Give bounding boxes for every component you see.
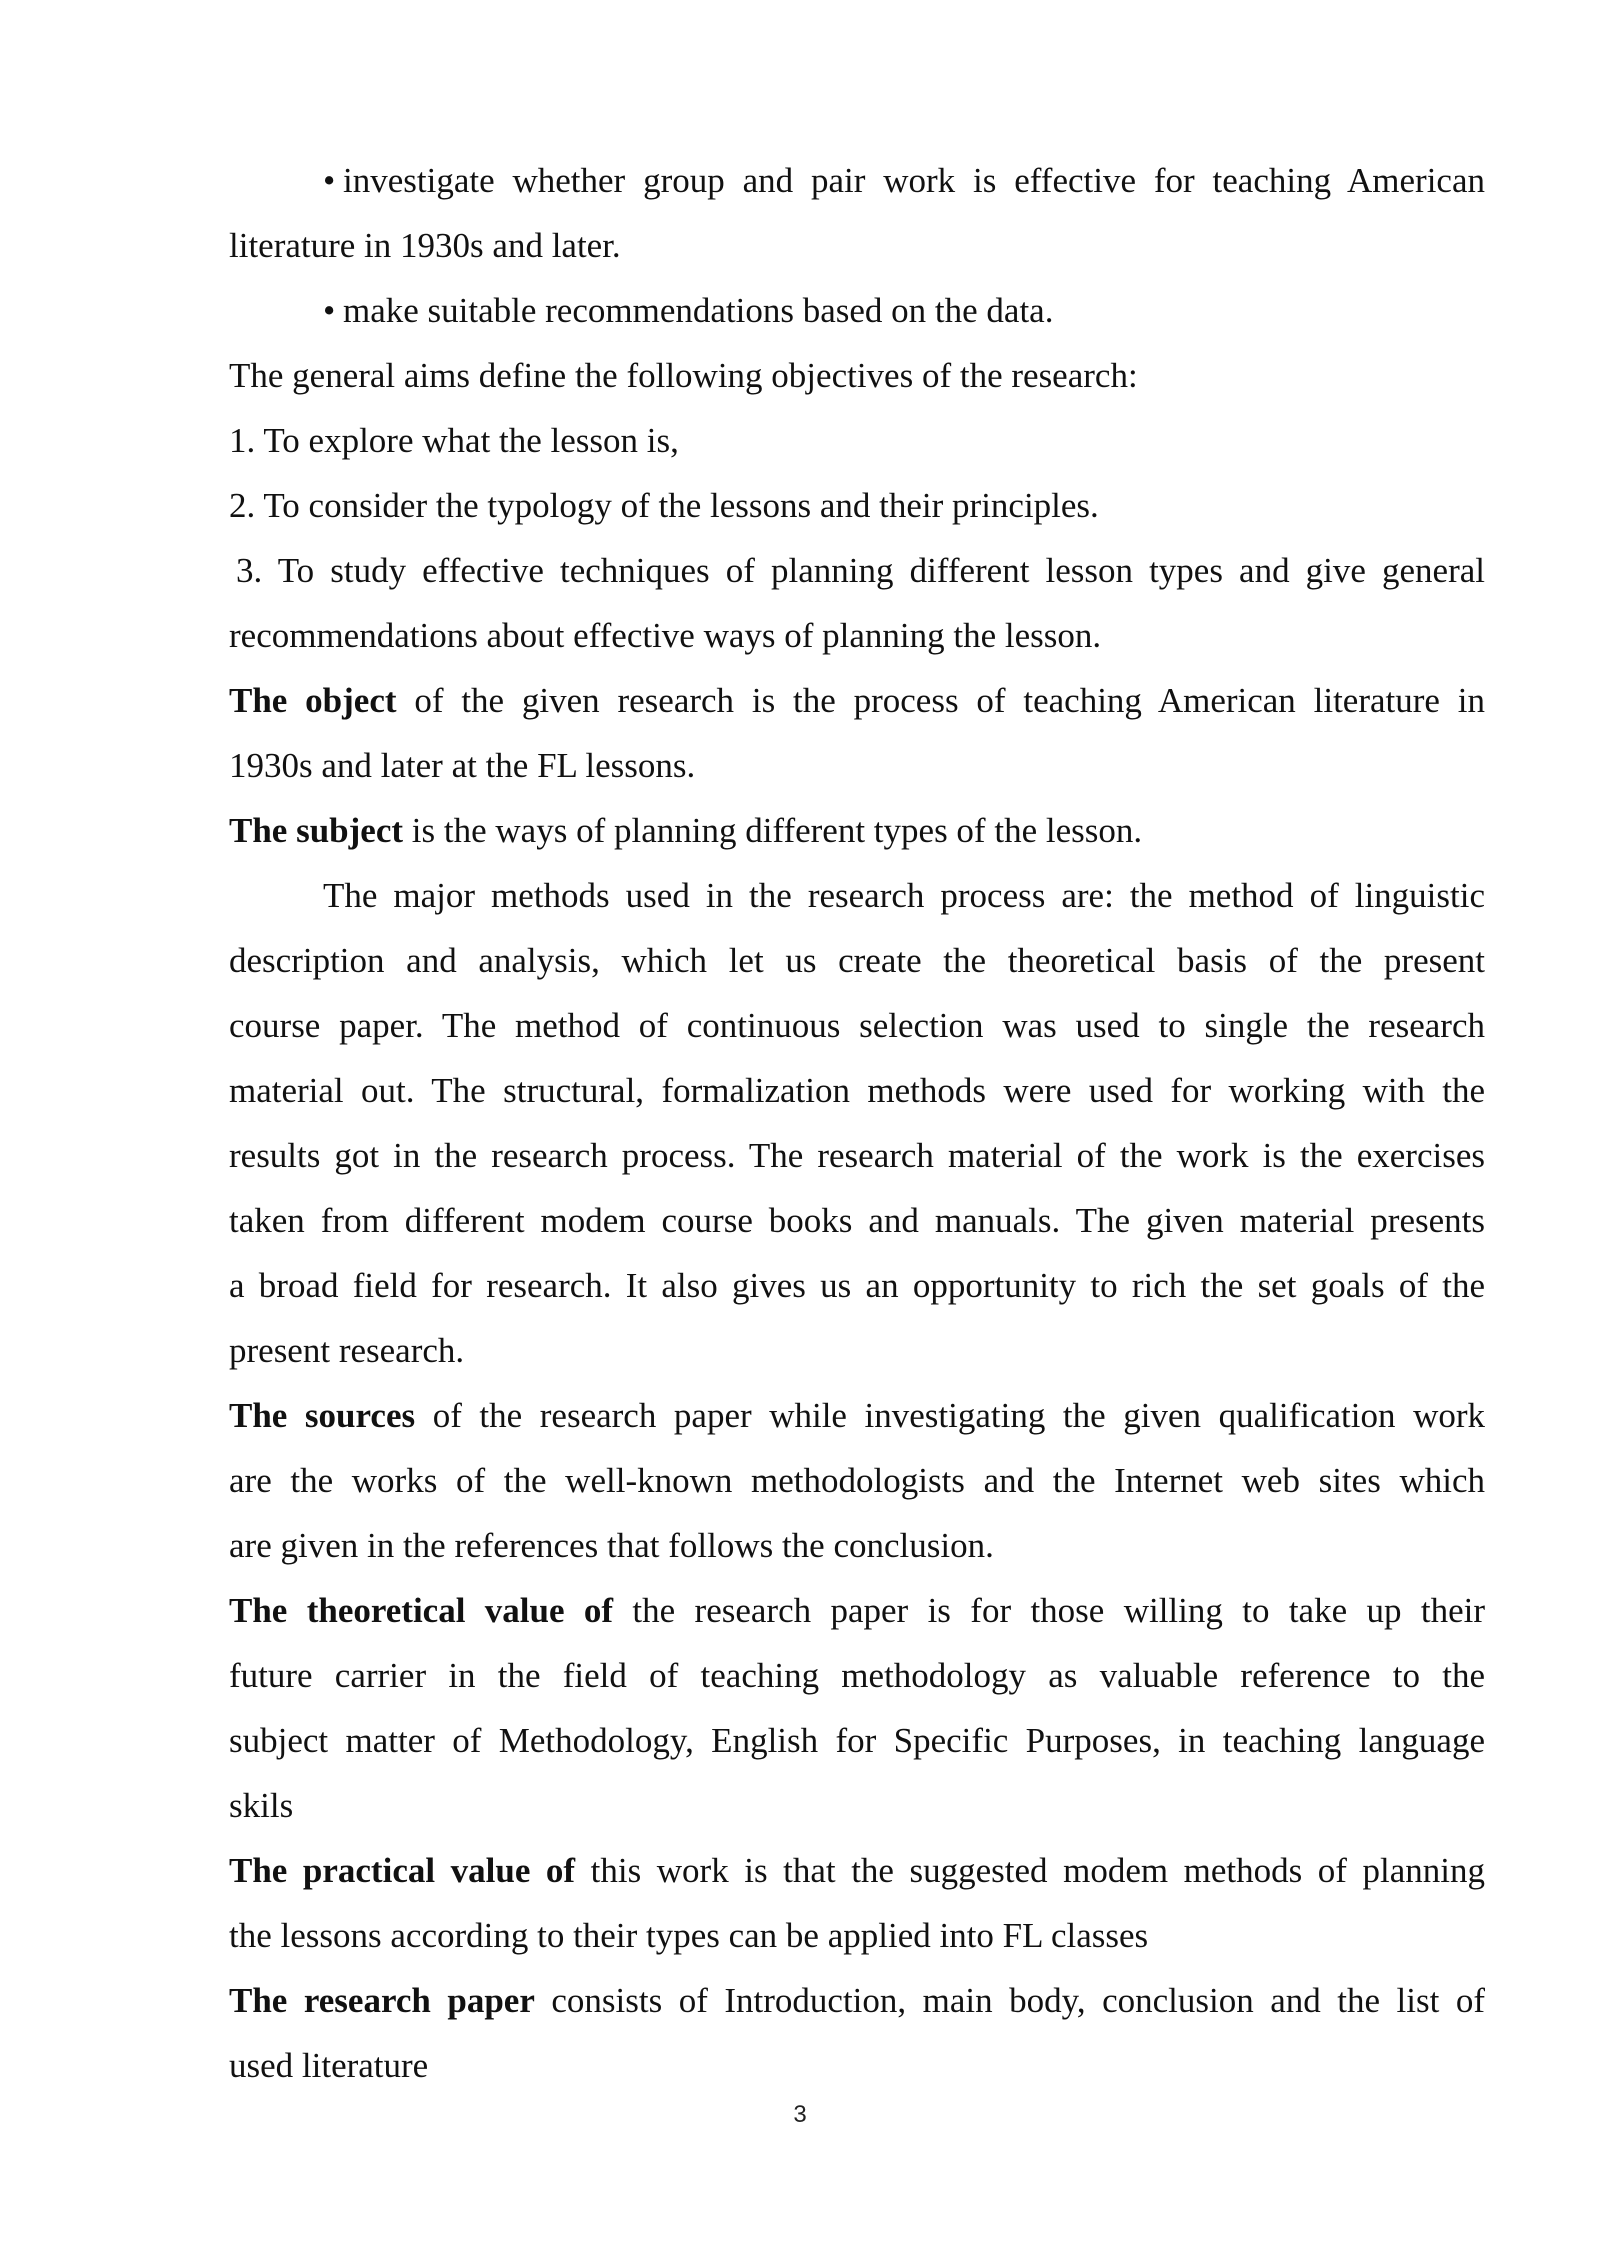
object-label: The object	[229, 681, 397, 720]
methods-line-3: course paper. The method of continuous selection was used to single the research	[229, 1006, 1485, 1045]
sources-line-2: are the works of the well-known methodologists and the Internet web sites which	[229, 1461, 1485, 1500]
methods-line-2: description and analysis, which let us create the theoretical basis of the present	[229, 941, 1485, 980]
objectives-intro: The general aims define the following objectives of the research:	[229, 356, 1138, 395]
practical-value-line-2: the lessons according to their types can be applied into FL classes	[229, 1916, 1149, 1955]
page-number: 3	[793, 2101, 807, 2128]
theoretical-value-line-3: subject matter of Methodology, English for Specific Purposes, in teaching language	[229, 1721, 1485, 1760]
theoretical-value-line-1	[229, 1578, 1485, 1643]
sources-text-1: of the research paper while investigating the given qualification work	[415, 1396, 1485, 1435]
bullet-item-1-text: investigate whether group and pair work is effective for teaching American	[343, 161, 1485, 200]
methods-line-1: The major methods used in the research process are: the method of linguistic	[323, 876, 1485, 915]
research-paper-text-1: consists of Introduction, main body, conclusion and the list of	[534, 1981, 1485, 2020]
theoretical-value-line-4: skils	[229, 1786, 294, 1825]
practical-value-label: The practical value of	[229, 1851, 576, 1890]
research-paper-line-2: used literature	[229, 2046, 429, 2085]
theoretical-value-label: The theoretical value of	[229, 1591, 614, 1630]
objective-3-continuation: recommendations about effective ways of planning the lesson.	[229, 616, 1102, 655]
theoretical-value-text-1: the research paper is for those willing to take up their	[613, 1591, 1485, 1630]
research-paper-line-1	[229, 1968, 1485, 2033]
methods-line-7: a broad field for research. It also gives us an opportunity to rich the set goals of the	[229, 1266, 1485, 1305]
theoretical-value-line-2: future carrier in the field of teaching methodology as valuable reference to the	[229, 1656, 1485, 1695]
methods-line-6: taken from different modem course books and manuals. The given material presents	[229, 1201, 1485, 1240]
objective-2: 2. To consider the typology of the lessons and their principles.	[229, 486, 1099, 525]
sources-line-1	[229, 1383, 1485, 1448]
bullet-icon: •	[323, 161, 336, 200]
objective-3: 3. To study effective techniques of planning different lesson types and give general	[236, 551, 1485, 590]
practical-value-text-1: this work is that the suggested modem methods of planning	[575, 1851, 1485, 1890]
bullet-item-1-line-2: literature in 1930s and later.	[229, 226, 621, 265]
research-paper-label: The research paper	[229, 1981, 535, 2020]
methods-line-8: present research.	[229, 1331, 465, 1370]
practical-value-line-1	[229, 1838, 1485, 1903]
subject-label: The subject	[229, 811, 404, 850]
sources-line-3: are given in the references that follows the conclusion.	[229, 1526, 994, 1565]
methods-line-4: material out. The structural, formalization methods were used for working with the	[229, 1071, 1485, 1110]
object-paragraph-line-2: 1930s and later at the FL lessons.	[229, 746, 696, 785]
bullet-icon: •	[323, 291, 336, 330]
objective-1: 1. To explore what the lesson is,	[229, 421, 679, 460]
bullet-item-2	[229, 278, 1485, 343]
body-text	[229, 148, 1485, 2098]
subject-paragraph	[229, 798, 1485, 863]
sources-label: The sources	[229, 1396, 416, 1435]
object-text-1: of the given research is the process of teaching American literature in	[396, 681, 1485, 720]
bullet-item-1-line-1	[229, 148, 1485, 213]
bullet-item-2-text: make suitable recommendations based on the data.	[343, 291, 1054, 330]
methods-line-5: results got in the research process. The research material of the work is the exercises	[229, 1136, 1485, 1175]
subject-text: is the ways of planning different types of the lesson.	[403, 811, 1143, 850]
object-paragraph-line-1	[229, 668, 1485, 733]
